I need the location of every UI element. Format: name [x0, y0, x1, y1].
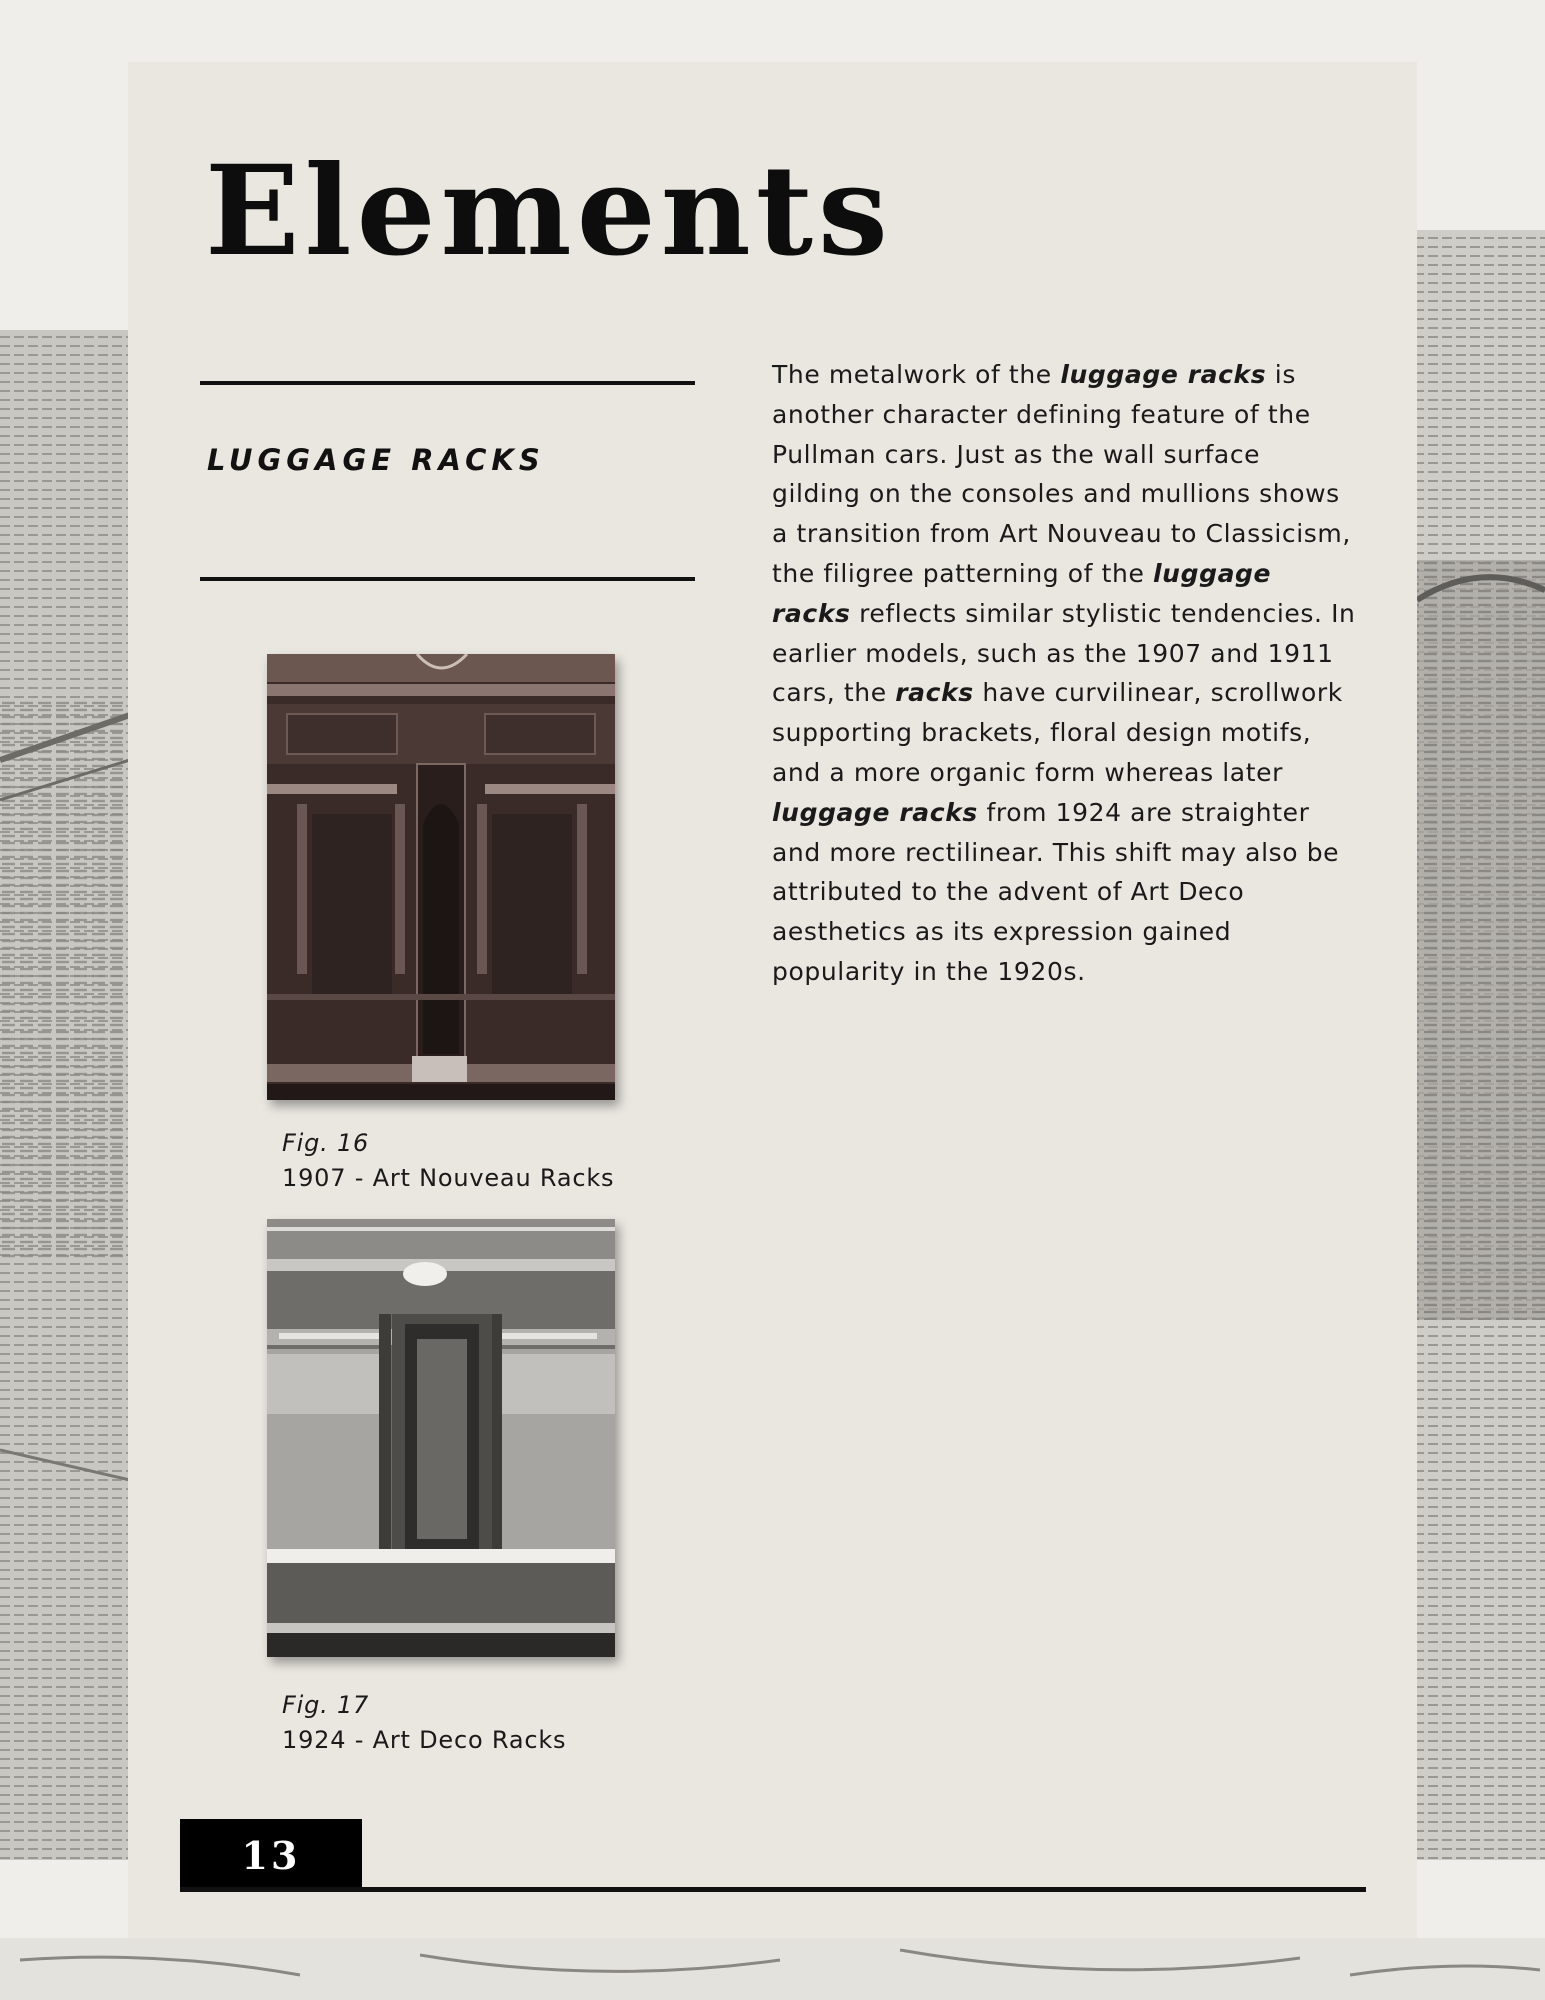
emphasized-term: luggage racks: [1060, 360, 1267, 389]
body-paragraph: [772, 355, 1357, 992]
fig16-number: Fig. 16: [282, 1129, 370, 1157]
fig16-caption: 1907 - Art Nouveau Racks: [282, 1164, 615, 1192]
fig17-caption: 1924 - Art Deco Racks: [282, 1726, 567, 1754]
heading-rule-bottom: [200, 577, 695, 581]
fig17-number: Fig. 17: [282, 1691, 370, 1719]
footer-rule: [180, 1887, 1366, 1892]
fig17-photo: [267, 1219, 615, 1657]
body-text-run: is another character defining feature of the Pullman cars. Just as the wall surface gilding on the consoles and mullions shows a transition from Art Nouveau to Classicism, the filigree patterning of the: [772, 360, 1351, 588]
body-text-run: reflects similar stylistic tendencies. In earlier models, such as the 1907 and 1911 cars, the: [772, 598, 1356, 708]
body-text-run: have curvilinear, scrollwork supporting brackets, floral design motifs, and a more organic form whereas later: [772, 678, 1343, 787]
page-number: 13: [180, 1819, 362, 1891]
body-text-run: The metalwork of the: [772, 360, 1061, 389]
body-text-run: from 1924 are straighter and more rectilinear. This shift may also be attributed to the advent of Art Deco aesthetics as its expression gained popularity in the 1920s.: [772, 797, 1340, 986]
fig16-photo: [267, 654, 615, 1100]
emphasized-term: racks: [895, 678, 974, 708]
heading-rule-top: [200, 381, 695, 385]
page-title: Elements: [205, 139, 893, 284]
emphasized-term: luggage racks: [772, 797, 978, 827]
section-heading: LUGGAGE RACKS: [207, 443, 545, 477]
emphasized-term: luggage racks: [772, 558, 1272, 628]
